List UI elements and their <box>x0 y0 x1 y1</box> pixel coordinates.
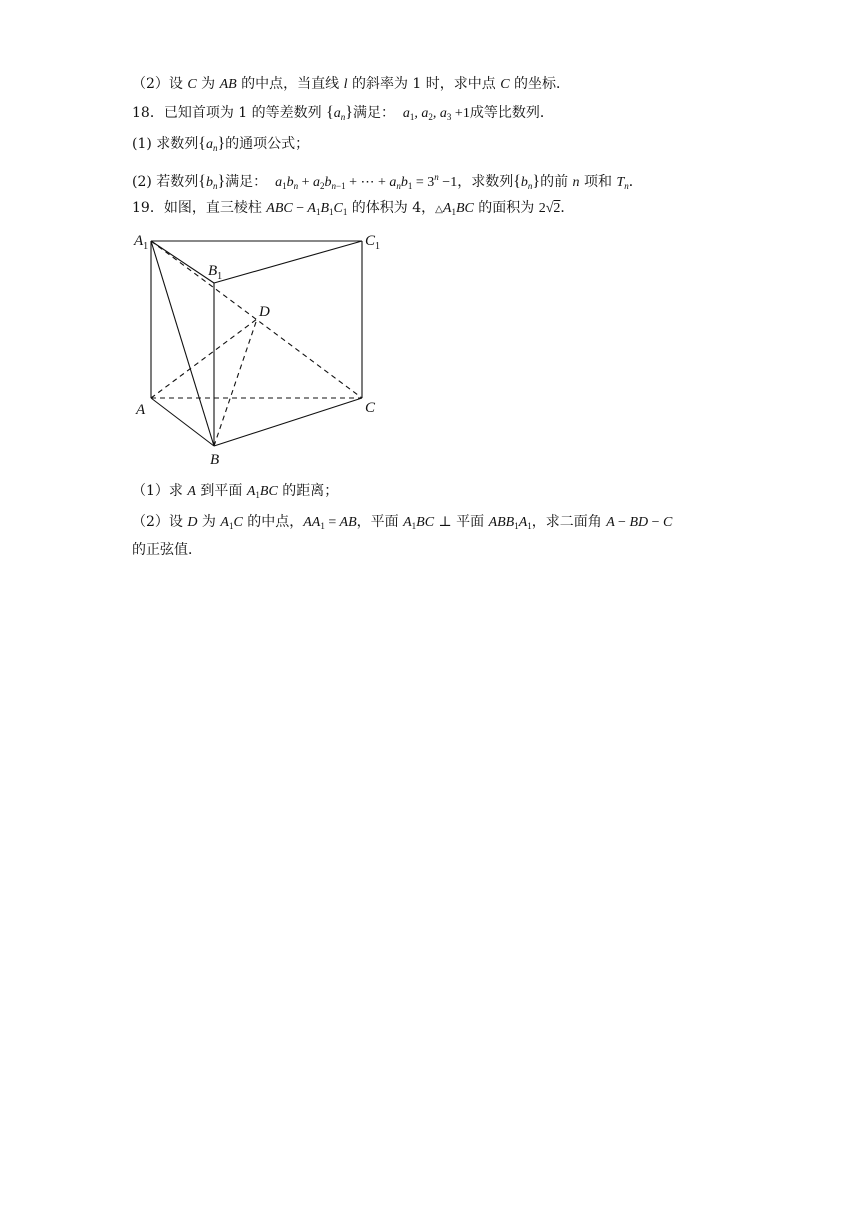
math: A <box>187 484 196 499</box>
math-sequence-a: $\{a_n\}$ <box>326 104 353 122</box>
label-B: B <box>210 452 220 468</box>
text: 的通项公式； <box>225 136 310 152</box>
edge-BD-hidden <box>214 319 257 446</box>
text: ，求二面角 <box>531 514 607 530</box>
math-plane-A1BC: $A_1BC$ <box>403 515 435 531</box>
text: 项和 <box>579 174 612 190</box>
math: D <box>187 515 198 530</box>
text: ． <box>628 174 643 190</box>
math: C <box>187 77 197 92</box>
label-A1: $A_1$ <box>134 233 149 252</box>
math: C <box>500 77 510 92</box>
problem-number: 18． <box>132 105 164 121</box>
problem-number: 19． <box>132 200 164 216</box>
edge-A1B1 <box>151 241 214 283</box>
math-plane-A1BC: $A_1BC$ <box>246 484 278 500</box>
text: ，求数列 <box>457 174 514 190</box>
math-sequence-b: $\{b_n\}$ <box>198 173 226 191</box>
math: n <box>572 175 580 190</box>
text: 满足： <box>225 174 268 190</box>
text: ，平面 <box>356 514 404 530</box>
math-AA1-eq-AB: $AA_1$ = AB <box>303 515 357 531</box>
text: ． <box>560 200 575 216</box>
problem-19-part-2 <box>132 512 672 536</box>
math-sequence-a: $\{a_n\}$ <box>198 135 226 153</box>
text: （2）设 <box>132 514 188 530</box>
label-B1: $B_1$ <box>208 263 223 282</box>
text: 如图，直三棱柱 <box>163 200 267 216</box>
text: 的体积为 4， <box>347 200 436 216</box>
text: （1）求 <box>132 483 188 499</box>
math-Tn: $T_n$ <box>616 175 629 191</box>
text: 的距离； <box>277 483 339 499</box>
text: 已知首项为 1 的等差数列 <box>163 105 322 121</box>
text: 满足： <box>352 105 395 121</box>
prism-figure <box>130 228 390 468</box>
math-triangle-A1BC: $\triangle A_1BC$ <box>435 201 474 217</box>
problem-19-stem <box>132 198 574 222</box>
label-D: D <box>259 304 270 320</box>
label-C: C <box>365 400 376 416</box>
text: 为 <box>197 514 221 530</box>
text: 到平面 <box>195 483 247 499</box>
edge-A1B <box>151 241 214 446</box>
problem-18-part-2 <box>132 167 643 196</box>
text: 的斜率为 1 时，求中点 <box>347 76 501 92</box>
edge-AD-hidden <box>151 319 257 398</box>
label-C1: $C_1$ <box>365 233 381 252</box>
math-a1a2a3: $a_1$, $a_2$, $a_3 +1$ <box>399 106 470 122</box>
problem-18-part-1 <box>132 134 309 158</box>
math-A1C: $A_1C$ <box>220 515 243 531</box>
problem-19-part-2-cont <box>132 540 202 560</box>
text: 的中点， <box>242 514 304 530</box>
edge-AB <box>151 398 214 446</box>
math-sum-equation: $a_1b_n + a_2b_{n-1}$ + ⋯ + $a_nb_1 = 3^n -1$ <box>271 172 458 191</box>
math-plane-ABB1A1: $ABB_1A_1$ <box>488 515 532 531</box>
math-prism: ABC − $A_1B_1C_1$ <box>266 201 348 217</box>
text: (1) 求数列 <box>132 136 199 152</box>
text: 的面积为 <box>473 200 539 216</box>
text: 的中点，当直线 <box>236 76 344 92</box>
text: 的前 <box>540 174 573 190</box>
math: AB <box>219 77 237 92</box>
label-A: A <box>136 402 146 418</box>
text: （2）设 <box>132 76 188 92</box>
edge-B1C1 <box>214 241 362 283</box>
problem-18-stem <box>132 103 554 127</box>
text: 成等比数列． <box>469 105 554 121</box>
math: l <box>343 77 348 92</box>
text: 的坐标． <box>509 76 571 92</box>
math-sequence-b: $\{b_n\}$ <box>513 173 541 191</box>
text: (2) 若数列 <box>132 174 199 190</box>
edge-BC <box>214 398 362 446</box>
text: 的正弦值． <box>132 542 202 558</box>
problem-19-part-1 <box>132 481 338 505</box>
text: 为 <box>196 76 220 92</box>
problem-17-part-2 <box>132 74 570 95</box>
math-dihedral: A − BD − C <box>606 515 673 530</box>
text: ⊥ 平面 <box>434 514 489 530</box>
math-2sqrt2: 2√2 <box>538 201 561 216</box>
